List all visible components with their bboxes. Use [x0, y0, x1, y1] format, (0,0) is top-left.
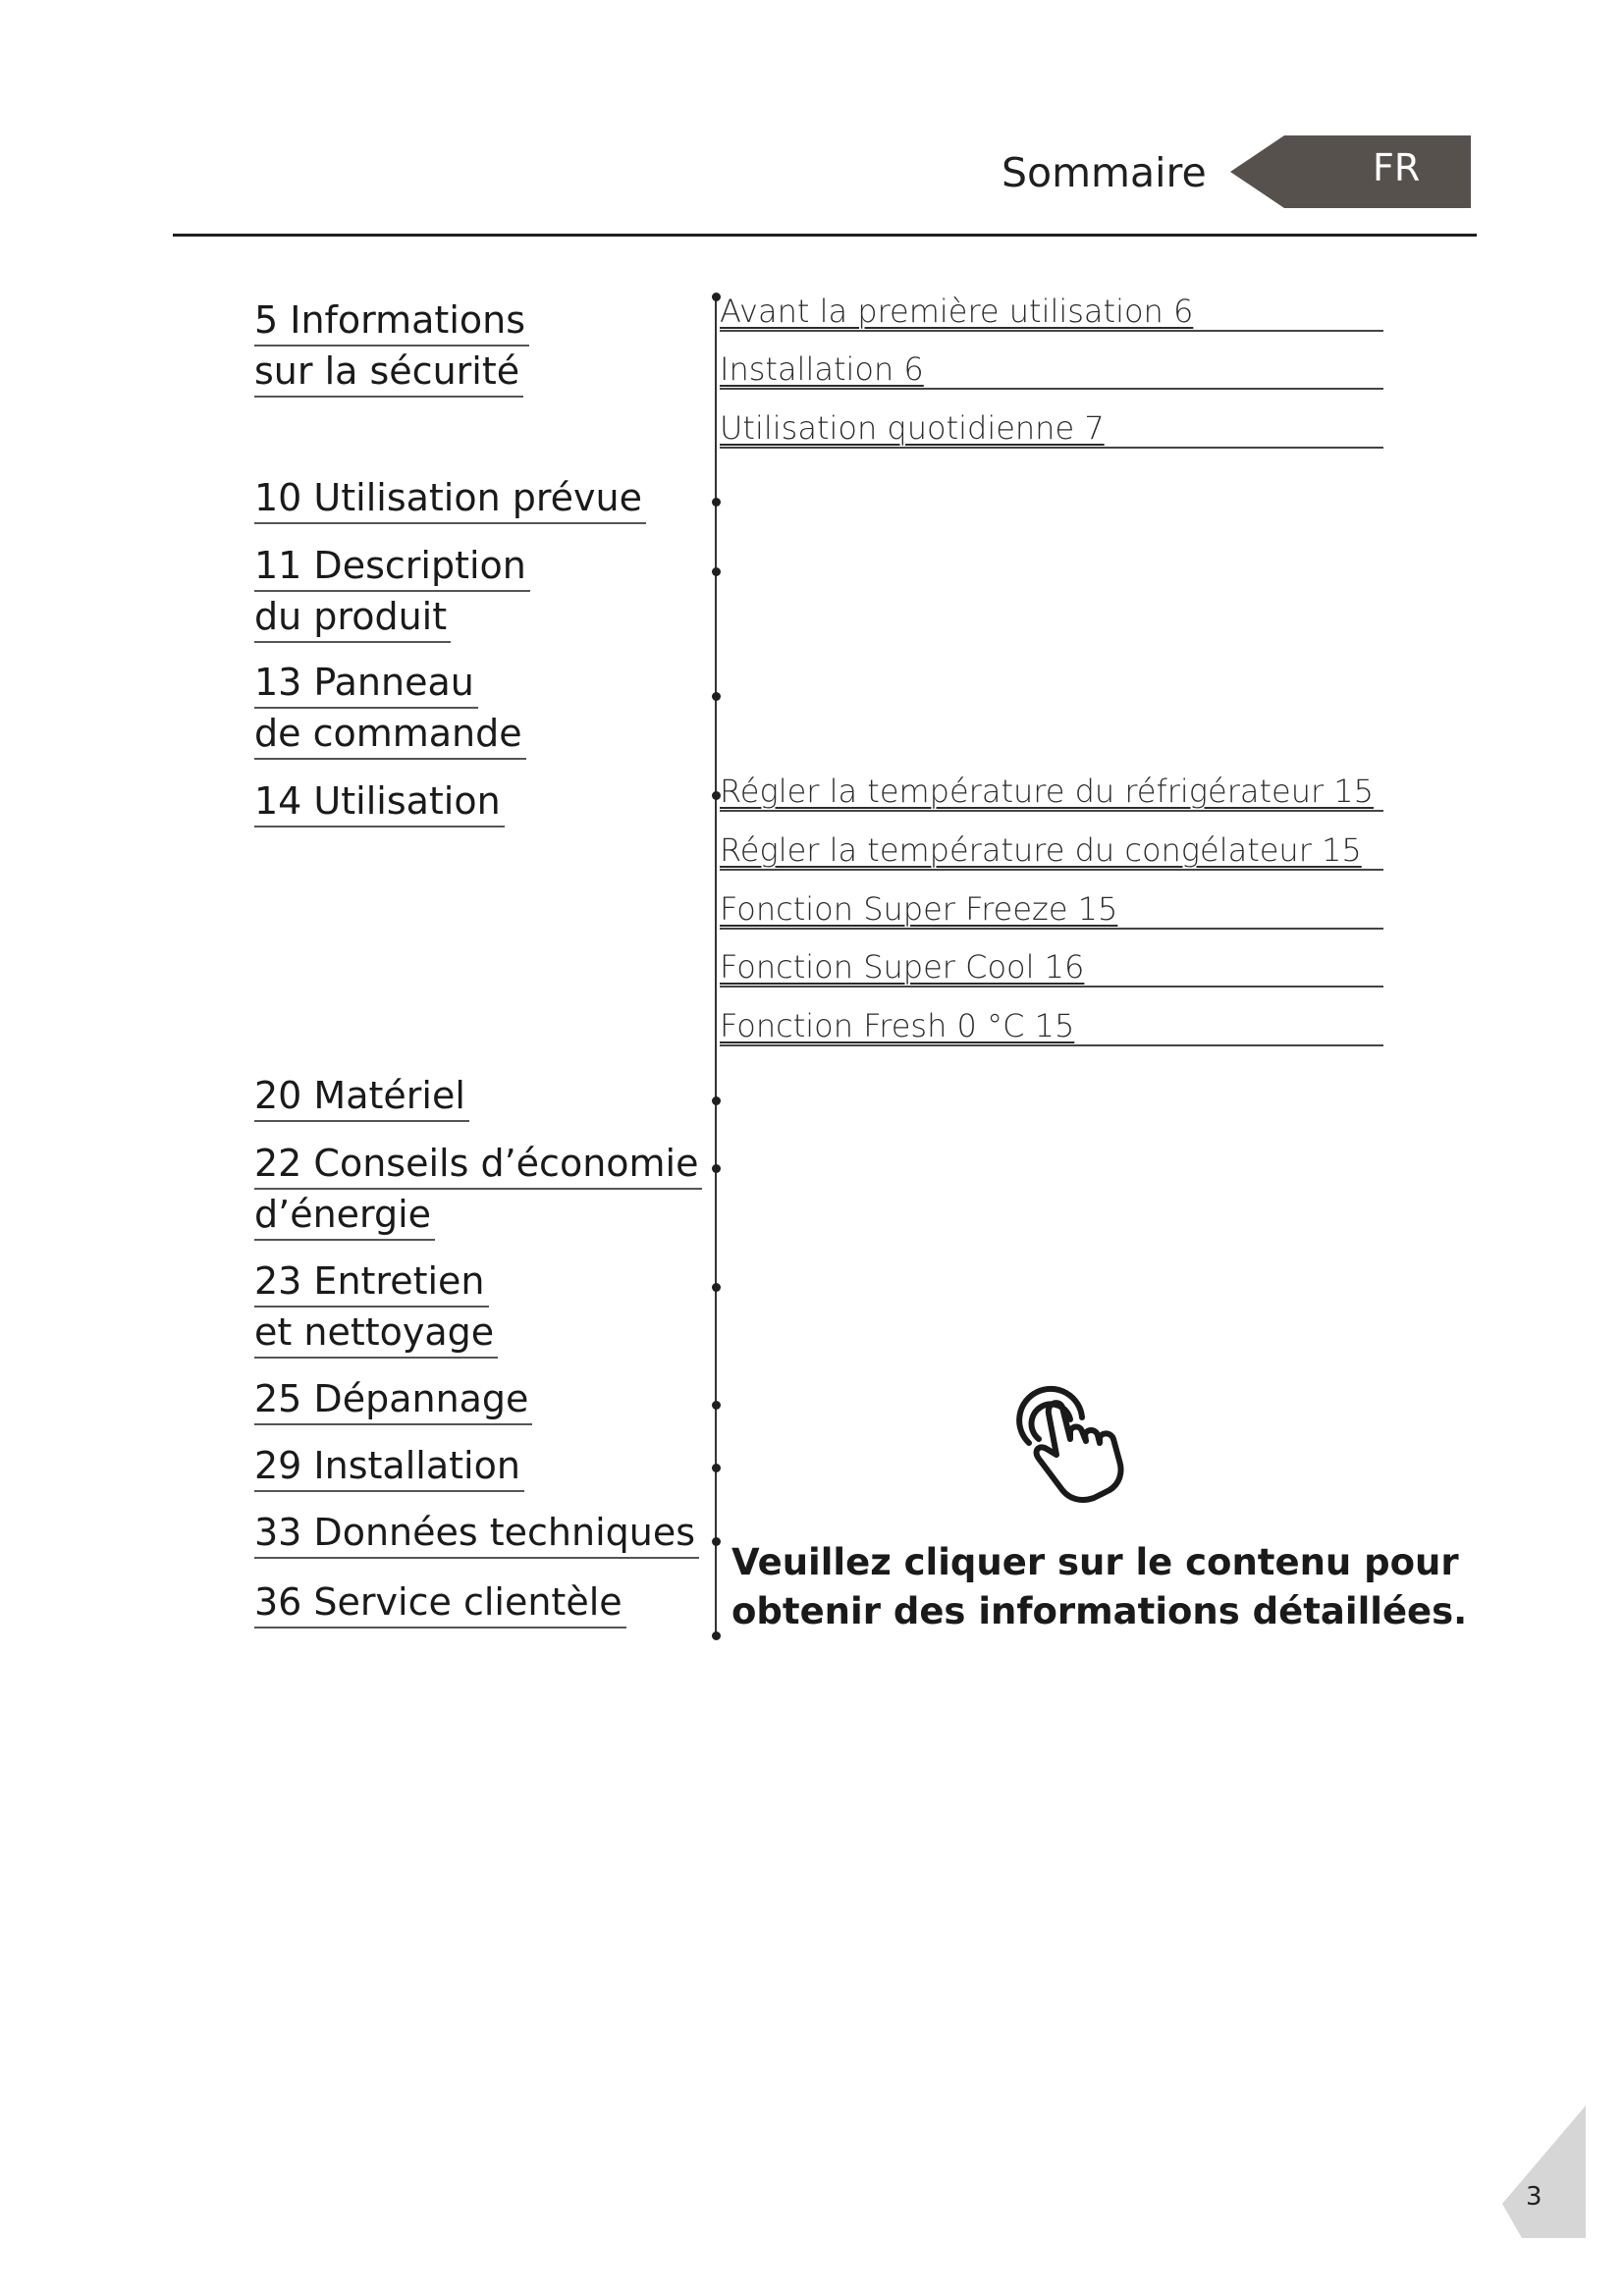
chapter-link-installation[interactable]: [254, 1441, 524, 1492]
chapter-link-description[interactable]: [254, 541, 530, 643]
subsection-label: Avant la première utilisation 6: [720, 293, 1194, 330]
subsection-link[interactable]: [720, 948, 1383, 988]
timeline-dot: [712, 1096, 721, 1105]
subsection-link[interactable]: [720, 773, 1383, 812]
header-divider: [173, 234, 1477, 237]
language-tab: [1230, 135, 1471, 208]
chapter-link-donnees-techniques[interactable]: [254, 1508, 699, 1559]
chapter-line: 11 Description: [254, 541, 530, 592]
chapter-line: 23 Entretien: [254, 1256, 489, 1308]
timeline-dot: [712, 498, 721, 507]
chapter-link-depannage[interactable]: [254, 1374, 532, 1425]
subsection-label: Utilisation quotidienne 7: [720, 409, 1105, 447]
page-corner: [1502, 2106, 1591, 2243]
timeline-dot: [712, 1631, 721, 1640]
subsection-link[interactable]: [720, 1007, 1383, 1046]
subsection-link[interactable]: [720, 409, 1383, 449]
chapter-link-securite[interactable]: [254, 295, 529, 398]
timeline-dot: [712, 567, 721, 576]
chapter-line: 10 Utilisation prévue: [254, 473, 646, 524]
chapter-link-panneau[interactable]: [254, 658, 526, 760]
chapter-line: 20 Matériel: [254, 1071, 469, 1122]
chapter-link-entretien[interactable]: [254, 1256, 498, 1359]
chapter-line: 14 Utilisation: [254, 776, 505, 828]
hint-line: obtenir des informations détaillées.: [731, 1590, 1468, 1632]
chapter-line: 25 Dépannage: [254, 1374, 532, 1425]
chapter-line: du produit: [254, 592, 451, 643]
chapter-link-conseils[interactable]: [254, 1139, 702, 1241]
chapter-line: d’énergie: [254, 1190, 435, 1241]
timeline-dot: [712, 1401, 721, 1410]
subsection-link[interactable]: [720, 293, 1383, 332]
chapter-line: et nettoyage: [254, 1308, 498, 1359]
page-title: Sommaire: [1001, 149, 1207, 196]
chapter-line: 22 Conseils d’économie: [254, 1139, 702, 1190]
chapter-line: 36 Service clientèle: [254, 1577, 626, 1629]
chapter-line: sur la sécurité: [254, 347, 523, 398]
chapter-line: 5 Informations: [254, 295, 529, 347]
subsection-label: Fonction Fresh 0 °C 15: [720, 1007, 1075, 1044]
chapter-link-utilisation-prevue[interactable]: [254, 473, 646, 524]
language-label: FR: [1373, 146, 1421, 189]
timeline-dot: [712, 1464, 721, 1472]
chapter-line: de commande: [254, 709, 526, 760]
hint-line: Veuillez cliquer sur le contenu pour: [731, 1541, 1459, 1583]
chapter-line: 29 Installation: [254, 1441, 524, 1492]
hint-text: [731, 1538, 1467, 1636]
chapter-line: 13 Panneau: [254, 658, 478, 709]
subsection-label: Régler la température du réfrigérateur 15: [720, 773, 1375, 810]
subsection-label: Régler la température du congélateur 15: [720, 831, 1362, 869]
subsection-link[interactable]: [720, 831, 1383, 871]
timeline-dot: [712, 692, 721, 701]
subsection-label: Fonction Super Cool 16: [720, 948, 1085, 986]
subsection-label: Installation 6: [720, 350, 924, 388]
timeline-dot: [712, 1283, 721, 1292]
chapter-link-utilisation[interactable]: [254, 776, 505, 828]
chapter-link-materiel[interactable]: [254, 1071, 469, 1122]
page-number: 3: [1526, 2182, 1543, 2212]
page-corner-shape: [1502, 2106, 1586, 2238]
chapter-link-service-clientele[interactable]: [254, 1577, 626, 1629]
subsection-link[interactable]: [720, 890, 1383, 930]
chapter-line: 33 Données techniques: [254, 1508, 699, 1559]
tap-hand-icon: [992, 1374, 1139, 1522]
language-tab-shape: [1230, 135, 1471, 208]
subsection-link[interactable]: [720, 350, 1383, 390]
timeline-dot: [712, 1537, 721, 1546]
subsection-label: Fonction Super Freeze 15: [720, 890, 1118, 928]
timeline-dot: [712, 1164, 721, 1173]
